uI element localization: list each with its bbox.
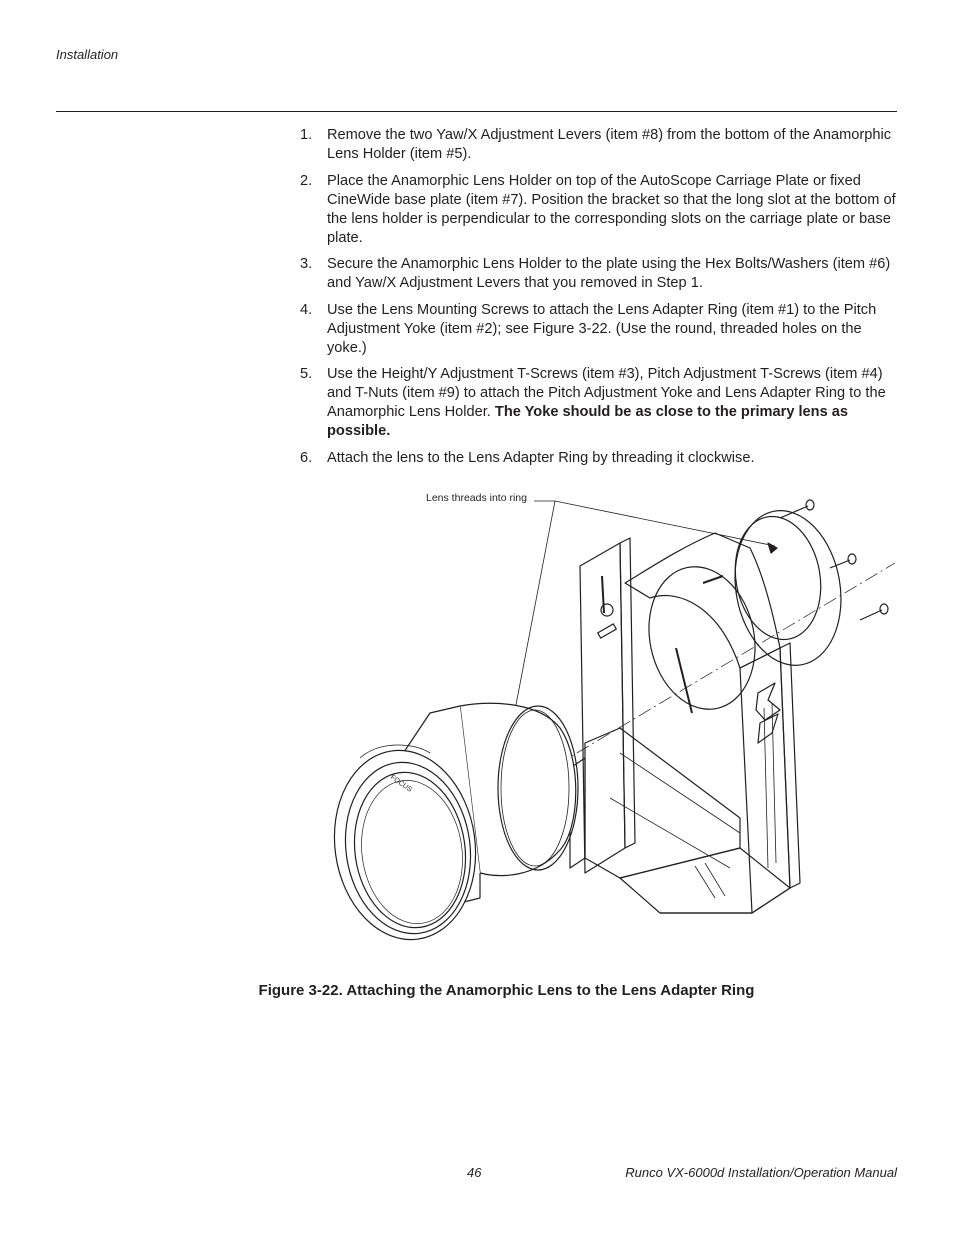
step-text: Remove the two Yaw/X Adjustment Levers (item #8) from the bottom of the Anamorphic Lens Holder (item #5). — [327, 127, 892, 162]
manual-title: Runco VX-6000d Installation/Operation Manual — [625, 1165, 897, 1180]
step-number: 1. — [300, 127, 313, 143]
step-5 — [300, 365, 897, 441]
step-1 — [300, 126, 897, 164]
lens-assembly-illustration — [320, 488, 900, 958]
page-number: 46 — [467, 1165, 482, 1180]
step-text: Use the Height/Y Adjustment T-Screws (item #3), Pitch Adjustment T-Screws (item #4) and T-Nuts (item #9) to attach the Pitch Adjustment Yoke and Lens Adapter Ring to the Anamorphic Lens Holder. — [327, 366, 886, 420]
step-text: Place the Anamorphic Lens Holder on top of the AutoScope Carriage Plate or fixed CineWide base plate (item #7). Position the bracket so that the long slot at the bottom of the lens holder is perpendicular to the corresponding slots on the carriage plate or base plate. — [327, 172, 896, 246]
anamorphic-lens — [322, 703, 578, 948]
step-number: 2. — [300, 172, 313, 189]
section-label: Installation — [56, 47, 119, 62]
step-number: 4. — [300, 301, 313, 318]
lens-adapter-ring — [723, 502, 853, 674]
header-rule — [56, 111, 897, 112]
step-number: 3. — [300, 256, 313, 272]
step-2 — [300, 172, 897, 248]
step-number: 5. — [300, 366, 313, 382]
step-text: Secure the Anamorphic Lens Holder to the plate using the Hex Bolts/Washers (item #6) and Yaw/X Adjustment Levers that you removed in Step 1. — [327, 256, 891, 291]
callout-label: Lens threads into ring — [426, 492, 527, 504]
step-text: Use the Lens Mounting Screws to attach the Lens Adapter Ring (item #1) to the Pitch Adjustment Yoke (item #2); see Figure 3-22. (Use the round, threaded holes on the yoke.) — [327, 301, 877, 356]
lens-holder-bracket — [570, 533, 800, 913]
callout-leader — [515, 501, 775, 710]
lens-focus-marking: FOCUS — [388, 773, 413, 794]
step-3 — [300, 255, 897, 293]
step-number: 6. — [300, 449, 313, 466]
instruction-list — [300, 126, 897, 475]
figure-caption: Figure 3-22. Attaching the Anamorphic Lens to the Lens Adapter Ring — [258, 982, 755, 999]
lens-assembly-drawing — [320, 488, 900, 958]
step-emphasis: The Yoke should be as close to the primary lens as possible. — [327, 404, 848, 439]
step-6 — [300, 449, 897, 468]
step-4 — [300, 301, 897, 358]
step-text: Attach the lens to the Lens Adapter Ring by threading it clockwise. — [327, 449, 755, 466]
